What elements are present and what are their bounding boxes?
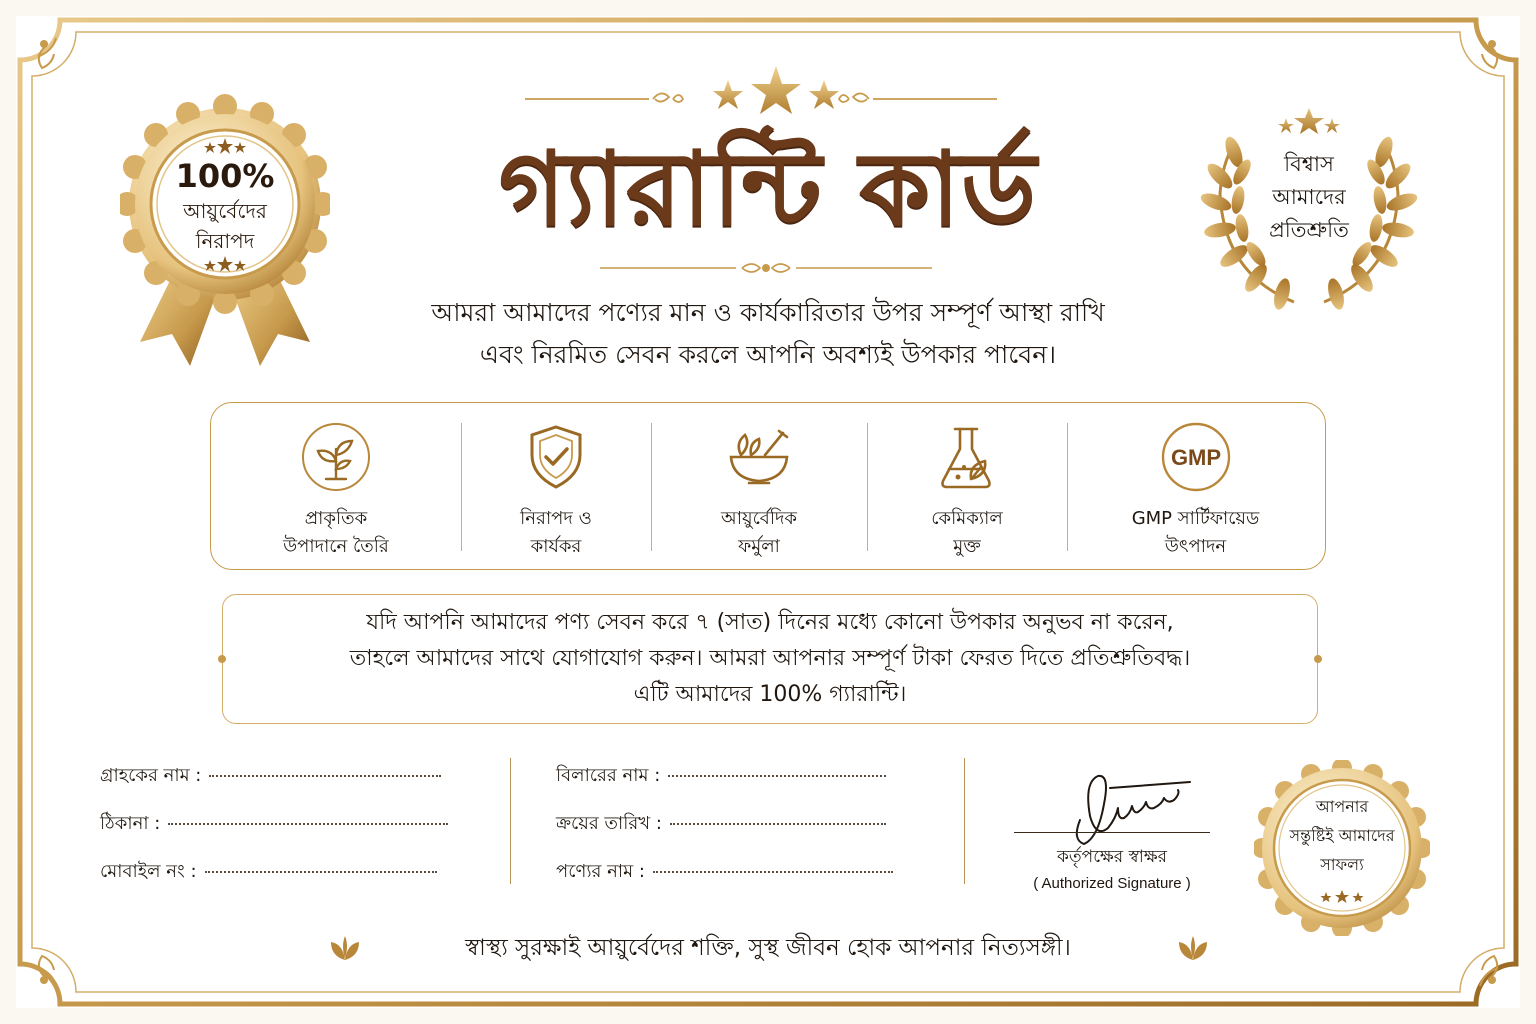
intro-line-1: আমরা আমাদের পণ্যের মান ও কার্যকারিতার উপর সম্পূর্ণ আস্থা রাখি	[431, 298, 1105, 327]
gmp-badge-text: GMP	[1170, 445, 1221, 470]
feature-label-line-1: নিরাপদ ও	[520, 508, 592, 529]
address-line[interactable]	[168, 823, 448, 825]
signature-label: কর্তৃপক্ষের স্বাক্ষর	[1057, 847, 1167, 867]
feature-label-line-2: ফর্মুলা	[738, 536, 780, 557]
feature-label-line-1: কেমিক্যাল	[931, 508, 1003, 529]
laurel-line-1: বিশ্বাস	[1284, 152, 1334, 176]
feature-label-line-2: উৎপাদন	[1164, 536, 1227, 557]
feature-label-line-1: আয়ুর্বেদিক	[720, 508, 798, 529]
shield-check-icon	[520, 421, 592, 493]
mobile-field[interactable]	[100, 858, 437, 886]
plant-sprout-icon	[300, 421, 372, 493]
guarantee-text	[223, 605, 1317, 713]
intro-text	[266, 292, 1270, 376]
customer-name-line[interactable]	[209, 775, 441, 777]
badge-left-text	[142, 156, 308, 256]
intro-line-2: এবং নিরমিত সেবন করলে আপনি অবশ্যই উপকার পাবেন।	[479, 340, 1057, 369]
feature-natural	[211, 403, 461, 569]
dealer-name-label: বিলারের নাম :	[556, 765, 661, 786]
purchase-date-field[interactable]	[556, 810, 886, 838]
dealer-name-line[interactable]	[668, 775, 886, 777]
guarantee-line-3: এটি আমাদের 100% গ্যারান্টি।	[633, 682, 907, 707]
feature-ayurvedic	[651, 403, 867, 569]
flask-leaf-icon	[931, 421, 1003, 493]
address-field[interactable]	[100, 810, 448, 838]
badge-line-2: নিরাপদ	[195, 229, 255, 253]
seal-line-1: আপনার	[1315, 797, 1369, 816]
form-divider	[964, 758, 965, 884]
feature-label-line-2: কার্যকর	[530, 536, 582, 557]
seal-line-3: সাফল্য	[1320, 855, 1364, 874]
title-flourish-top	[521, 86, 1001, 112]
address-label: ঠিকানা :	[100, 813, 161, 834]
customer-name-field[interactable]	[100, 762, 441, 790]
purchase-date-line[interactable]	[670, 823, 886, 825]
laurel-line-3: প্রতিশ্রুতি	[1269, 218, 1349, 242]
form-divider	[510, 758, 511, 884]
mobile-line[interactable]	[205, 871, 437, 873]
mobile-label: মোবাইল নং :	[100, 861, 197, 882]
guarantee-line-1: যদি আপনি আমাদের পণ্য সেবন করে ৭ (সাত) দিনের মধ্যে কোনো উপকার অনুভব না করেন,	[366, 610, 1174, 635]
product-name-label: পণ্যের নাম :	[556, 861, 645, 882]
feature-chemical-free	[867, 403, 1067, 569]
mortar-pestle-icon	[723, 421, 795, 493]
title-flourish-under	[596, 258, 936, 278]
signature-line	[1014, 832, 1210, 833]
feature-safe	[461, 403, 651, 569]
dealer-name-field[interactable]	[556, 762, 886, 790]
page-title: গ্যারান্টি কার্ড	[498, 130, 1038, 249]
guarantee-card	[16, 16, 1520, 1008]
feature-label-line-2: মুক্ত	[953, 536, 981, 557]
gmp-badge-icon	[1160, 421, 1232, 493]
badge-line-1: আয়ুর্বেদের	[183, 199, 267, 223]
leaf-ornament-icon	[1176, 934, 1210, 962]
seal-text	[1258, 792, 1426, 879]
customer-name-label: গ্রাহকের নাম :	[100, 765, 202, 786]
feature-label-line-2: উপাদানে তৈরি	[283, 536, 389, 557]
purchase-date-label: ক্রয়ের তারিখ :	[556, 813, 662, 834]
guarantee-box	[222, 594, 1318, 724]
guarantee-line-2: তাহলে আমাদের সাথে যোগাযোগ করুন। আমরা আপনার সম্পূর্ণ টাকা ফেরত দিতে প্রতিশ্রুতিবদ্ধ।	[349, 646, 1191, 671]
seal-line-2: সন্তুষ্টিই আমাদের	[1289, 826, 1395, 845]
feature-label-line-1: GMP সার্টিফায়েড	[1131, 508, 1260, 529]
footer-slogan: স্বাস্থ্য সুরক্ষাই আয়ুর্বেদের শক্তি, সুস্থ জীবন হোক আপনার নিত্যসঙ্গী।	[465, 935, 1071, 961]
laurel-line-2: আমাদের	[1272, 185, 1346, 209]
features-strip	[210, 402, 1326, 570]
product-name-field[interactable]	[556, 858, 893, 886]
laurel-text	[1226, 148, 1392, 247]
feature-gmp	[1067, 403, 1324, 569]
signature-scribble	[1040, 760, 1210, 852]
product-name-line[interactable]	[653, 871, 893, 873]
badge-percent: 100%	[175, 157, 275, 195]
signature-sub-label: ( Authorized Signature )	[1033, 875, 1191, 892]
feature-label-line-1: প্রাকৃতিক	[304, 508, 368, 529]
